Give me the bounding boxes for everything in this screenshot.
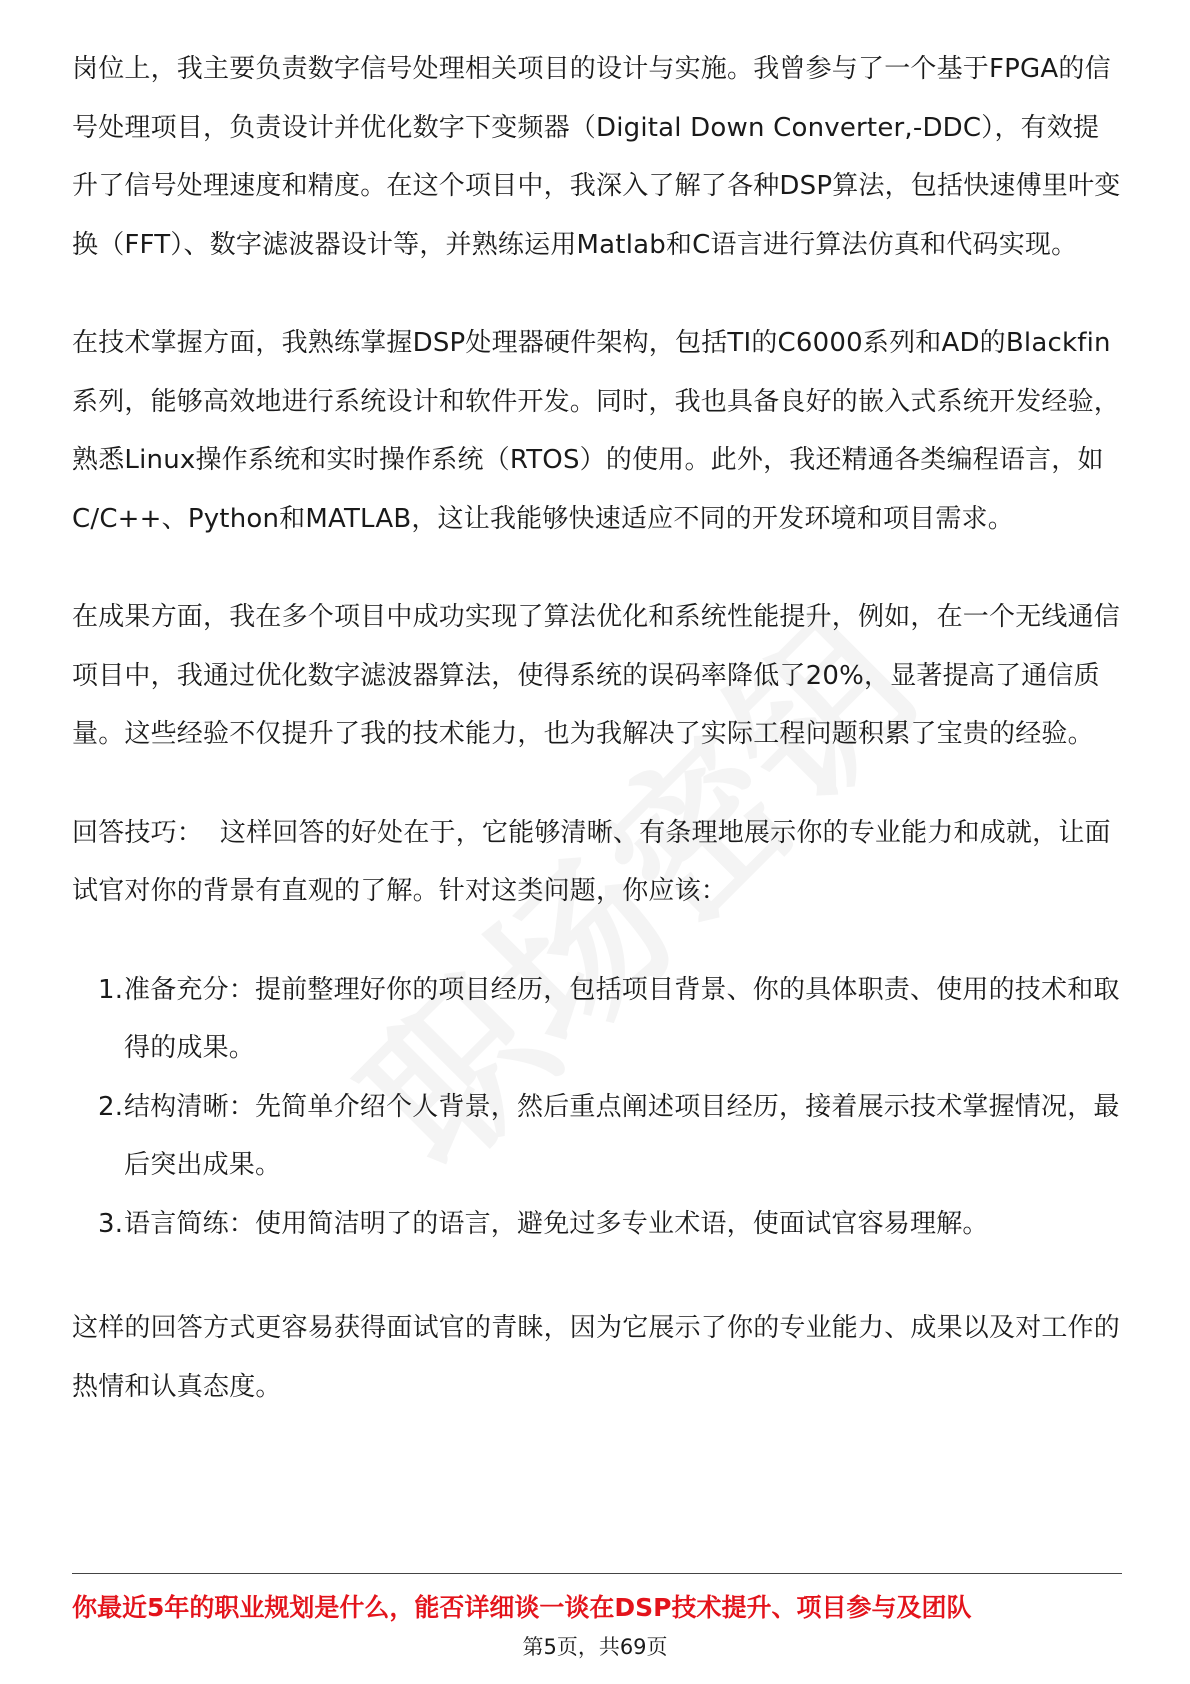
answer-body [72,40,1122,1416]
list-item-text: 结构清晰：先简单介绍个人背景，然后重点阐述项目经历，接着展示技术掌握情况，最后突出成果。 [124,1091,1120,1180]
paragraph-project-experience: 岗位上，我主要负责数字信号处理相关项目的设计与实施。我曾参与了一个基于FPGA的信号处理项目，负责设计并优化数字下变频器（Digital Down Converter,-DDC），有效提升了信号处理速度和精度。在这个项目中，我深入了解了各种DSP算法，包括快速傅里叶变换（FFT）、数字滤波器设计等，并熟练运用Matlab和C语言进行算法仿真和代码实现。 [72,54,1121,260]
next-question-heading: 你最近5年的职业规划是什么，能否详细谈一谈在DSP技术提升、项目参与及团队 [72,1593,972,1622]
paragraph-technical-skills: 在技术掌握方面，我熟练掌握DSP处理器硬件架构，包括TI的C6000系列和AD的Blackfin系列，能够高效地进行系统设计和软件开发。同时，我也具备良好的嵌入式系统开发经验，熟悉Linux操作系统和实时操作系统（RTOS）的使用。此外，我还精通各类编程语言，如C/C++、Python和MATLAB，这让我能够快速适应不同的开发环境和项目需求。 [72,328,1121,534]
list-item [72,1078,1122,1195]
list-item [72,961,1122,1078]
page-number: 第5页，共69页 [522,1635,668,1659]
list-item-number: 2. [98,1091,124,1122]
list-item-text: 准备充分：提前整理好你的项目经历，包括项目背景、你的具体职责、使用的技术和取得的成果。 [124,974,1120,1063]
list-item-number: 1. [98,974,124,1005]
paragraph-answer-tips: 回答技巧： 这样回答的好处在于，它能够清晰、有条理地展示你的专业能力和成就，让面试官对你的背景有直观的了解。针对这类问题，你应该： [72,817,1111,906]
list-item-number: 3. [98,1208,124,1239]
paragraph-achievements: 在成果方面，我在多个项目中成功实现了算法优化和系统性能提升，例如，在一个无线通信项目中，我通过优化数字滤波器算法，使得系统的误码率降低了20%，显著提高了通信质量。这些经验不仅提升了我的技术能力，也为我解决了实际工程问题积累了宝贵的经验。 [72,602,1121,749]
section-divider [72,1573,1122,1574]
list-item [72,1195,1122,1254]
tips-list [72,961,1122,1254]
list-item-text: 语言简练：使用简洁明了的语言，避免过多专业术语，使面试官容易理解。 [124,1208,989,1239]
paragraph-closing: 这样的回答方式更容易获得面试官的青睐，因为它展示了你的专业能力、成果以及对工作的热情和认真态度。 [72,1313,1121,1402]
